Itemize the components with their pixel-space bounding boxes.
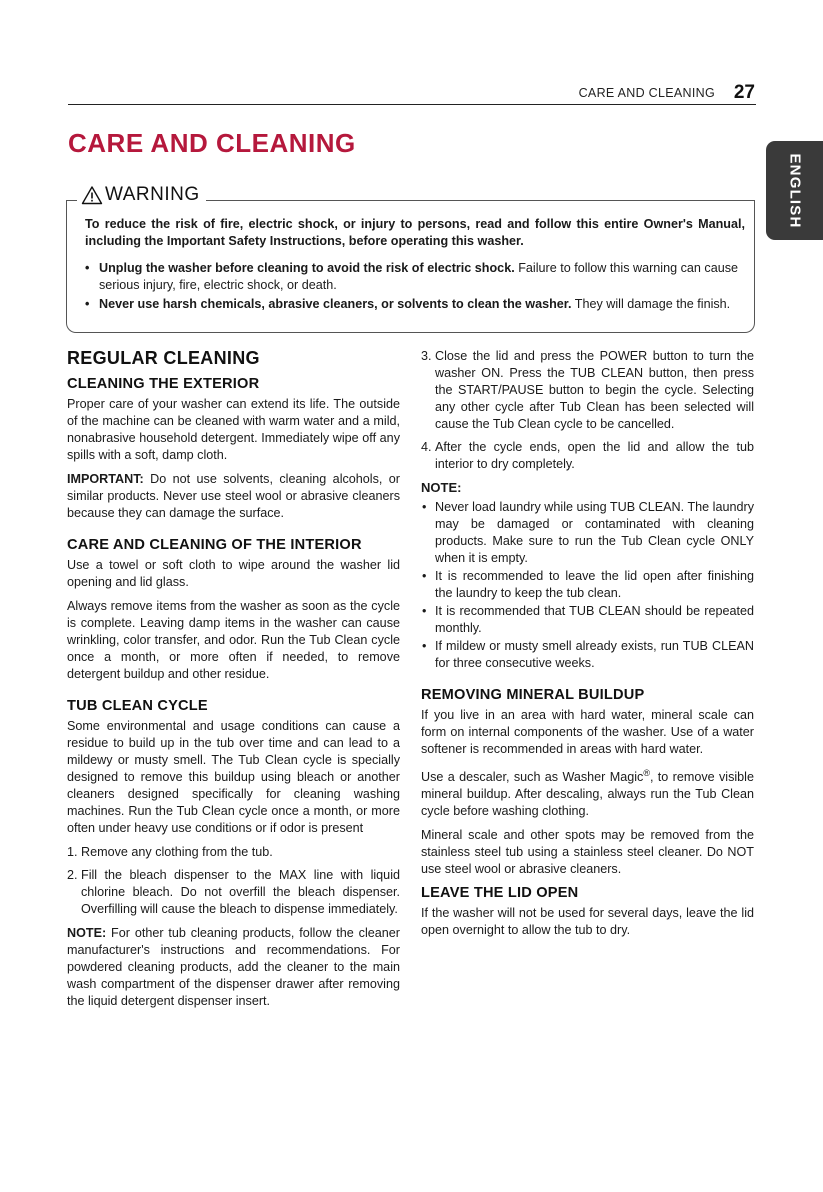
note-item: • It is recommended that TUB CLEAN should be repeated monthly. — [421, 603, 754, 637]
tub-clean-steps-continued — [421, 348, 754, 473]
step-item — [67, 844, 400, 861]
page-number: 27 — [733, 82, 755, 103]
step-text: Close the lid and press the POWER button to turn the washer ON. Press the TUB CLEAN button, then press the START/PAUSE button to begin the cycle. Selecting any other cycle after Tub Clean has been selected will cause the Tub Clean cycle to be cancelled. — [435, 349, 754, 431]
step-item — [67, 867, 400, 918]
warning-item-bold: Never use harsh chemicals, abrasive cleaners, or solvents to clean the washer. — [99, 297, 572, 311]
step-text: Fill the bleach dispenser to the MAX line with liquid chlorine bleach. Do not overfill the bleach dispenser. Overfilling will cause the bleach to dispense immediately. — [81, 868, 400, 916]
language-tab-label: ENGLISH — [786, 152, 803, 229]
right-column — [421, 348, 754, 946]
mineral-paragraph-1: If you live in an area with hard water, mineral scale can form on internal components of the washer. Use of a water softener is recommended in areas with hard water. — [421, 708, 754, 756]
important-paragraph — [67, 471, 400, 522]
note-item: • If mildew or musty smell already exists, run TUB CLEAN for three consecutive weeks. — [421, 638, 754, 672]
note-text: For other tub cleaning products, follow the cleaner manufacturer's instructions and recommendations. For powdered cleaning products, add the cleaner to the main wash compartment of the dispenser drawer after removing the liquid detergent dispenser insert. — [67, 926, 400, 1008]
running-header: CARE AND CLEANING — [578, 86, 715, 100]
warning-item-text: They will damage the finish. — [571, 297, 731, 311]
exterior-heading: CLEANING THE EXTERIOR — [67, 376, 260, 392]
warning-triangle-icon — [81, 185, 103, 205]
interior-paragraph-1: Use a towel or soft cloth to wipe around the washer lid opening and lid glass. — [67, 558, 400, 589]
tub-clean-note — [67, 925, 400, 1010]
step-item — [421, 439, 754, 473]
warning-item — [85, 296, 745, 313]
step-text: Remove any clothing from the tub. — [81, 845, 273, 859]
tub-clean-heading: TUB CLEAN CYCLE — [67, 698, 208, 714]
note-heading: NOTE: — [421, 480, 462, 495]
warning-intro: To reduce the risk of fire, electric shock, or injury to persons, read and follow this entire Owner's Manual, including the Important Safety Instructions, before operating this washer. — [85, 217, 745, 248]
note-list — [421, 499, 754, 672]
registered-mark: ® — [643, 768, 650, 778]
warning-box — [66, 184, 755, 333]
header-rule — [68, 104, 756, 105]
step-number: 2. — [67, 868, 78, 882]
important-text: Do not use solvents, cleaning alcohols, or similar products. Never use steel wool or abrasive cleaners because they can damage the surface. — [67, 472, 400, 520]
note-label: NOTE: — [67, 926, 107, 940]
step-item — [421, 348, 754, 433]
warning-item-bold: Unplug the washer before cleaning to avoid the risk of electric shock. — [99, 261, 515, 275]
left-column — [67, 348, 400, 1017]
mineral-buildup-heading: REMOVING MINERAL BUILDUP — [421, 687, 645, 703]
mineral-paragraph-2 — [421, 765, 754, 820]
mineral-p2-end: , to remove visible mineral buildup. After descaling, always run the Tub Clean cycle before washing clothing. — [421, 770, 754, 819]
important-label: IMPORTANT: — [67, 472, 144, 486]
step-number: 3. — [421, 349, 432, 363]
note-item: • It is recommended to leave the lid open after finishing the laundry to keep the tub clean. — [421, 568, 754, 602]
leave-lid-open-paragraph: If the washer will not be used for several days, leave the lid open overnight to allow the tub to dry. — [421, 906, 754, 938]
step-number: 4. — [421, 440, 432, 454]
page-title: CARE AND CLEANING — [68, 128, 356, 158]
tub-clean-paragraph: Some environmental and usage conditions can cause a residue to build up in the tub over time and can lead to a mildewy or musty smell. The Tub Clean cycle is specially designed to remove this buildup using bleach or another cleaners designed specifically for cleaning washing machines. Run the Tub Clean cycle once a month, or more often under heavy use conditions or if odor is present — [67, 719, 400, 835]
regular-cleaning-heading: REGULAR CLEANING — [67, 348, 260, 368]
leave-lid-open-heading: LEAVE THE LID OPEN — [421, 885, 579, 902]
warning-list — [85, 260, 745, 315]
warning-item-text: Failure to follow this warning can cause serious injury, fire, electric shock, or death. — [99, 261, 739, 292]
tub-clean-steps — [67, 844, 400, 918]
warning-heading-text: WARNING — [105, 184, 200, 205]
exterior-paragraph: Proper care of your washer can extend its life. The outside of the machine can be cleaned with warm water and a mild, nonabrasive household detergent. Immediately wipe off any spills with a soft, damp cloth. — [67, 397, 400, 462]
interior-heading: CARE AND CLEANING OF THE INTERIOR — [67, 537, 362, 553]
warning-item — [85, 260, 745, 294]
mineral-paragraph-3: Mineral scale and other spots may be removed from the stainless steel tub using a stainless steel cleaner. Do NOT use steel wool or abrasive cleaners. — [421, 828, 754, 877]
language-tab — [766, 141, 823, 240]
mineral-p2-start: Use a descaler, such as Washer Magic — [421, 770, 644, 785]
interior-paragraph-2: Always remove items from the washer as soon as the cycle is complete. Leaving damp items in the washer can cause wrinkling, color transfer, and odor. Run the Tub Clean cycle once a month, or more often if needed, to remove detergent buildup and other residue. — [67, 599, 400, 681]
note-item: • Never load laundry while using TUB CLEAN. The laundry may be damaged or contaminated with cleaning products. Make sure to run the Tub Clean cycle ONLY when it is empty. — [421, 499, 754, 567]
step-text: After the cycle ends, open the lid and allow the tub interior to dry completely. — [435, 440, 754, 471]
step-number: 1. — [67, 845, 78, 859]
warning-heading — [77, 184, 206, 206]
